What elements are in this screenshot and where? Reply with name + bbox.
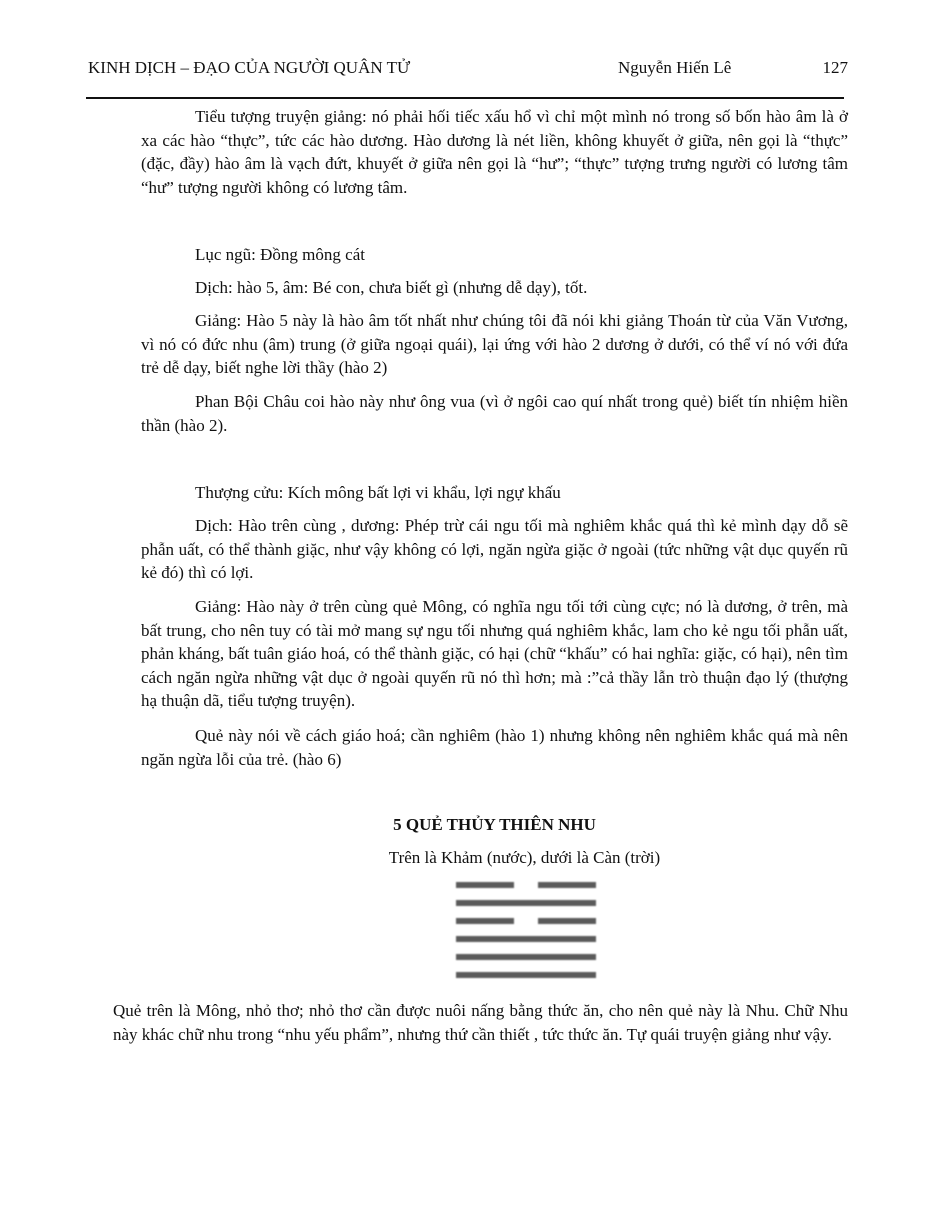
book-title: KINH DỊCH – ĐẠO CỦA NGƯỜI QUÂN TỬ bbox=[88, 58, 411, 77]
paragraph-que-tren-la-mong: Quẻ trên là Mông, nhỏ thơ; nhỏ thơ cần được nuôi nấng bằng thức ăn, cho nên quẻ này là Nhu. Chữ Nhu này khác chữ nhu trong “nhu yếu phẩm”, nhưng thứ cần thiết , tức thức ăn. Tự quái truyện giảng như vậy. bbox=[113, 1001, 848, 1044]
hexagram-line-broken bbox=[456, 918, 596, 924]
line-heading-thuong-cuu: Thượng cửu: Kích mông bất lợi vi khẩu, lợi ngự khấu bbox=[195, 483, 561, 502]
paragraph-dich-hao-5: Dịch: hào 5, âm: Bé con, chưa biết gì (nhưng dễ dạy), tốt. bbox=[195, 278, 588, 297]
hexagram-line-solid bbox=[456, 936, 596, 942]
running-header bbox=[88, 58, 848, 82]
hexagram-figure bbox=[456, 880, 596, 988]
section-title: 5 QUẺ THỦY THIÊN NHU bbox=[393, 815, 596, 834]
paragraph-que-nay: Quẻ này nói về cách giáo hoá; cần nghiêm (hào 1) nhưng không nên nghiêm khắc quá mà nên ngăn ngừa lỗi của trẻ. (hào 6) bbox=[141, 726, 848, 769]
hexagram-line-solid bbox=[456, 900, 596, 906]
hexagram-line-solid bbox=[456, 972, 596, 978]
section-subtitle: Trên là Khảm (nước), dưới là Càn (trời) bbox=[388, 848, 661, 867]
paragraph-phan-boi-chau: Phan Bội Châu coi hào này như ông vua (vì ở ngôi cao quí nhất trong quẻ) biết tín nhiệm hiền thần (hào 2). bbox=[141, 392, 848, 435]
paragraph-giang-hao-5: Giảng: Hào 5 này là hào âm tốt nhất như chúng tôi đã nói khi giảng Thoán từ của Văn Vương, vì nó có đức nhu (âm) trung (ở giữa ngoại quái), lại ứng với hào 2 dương ở dưới, có thể ví nó với đứa trẻ dễ dạy, biết nghe lời thầy (hào 2) bbox=[141, 311, 848, 377]
hexagram-line-broken bbox=[456, 882, 596, 888]
paragraph-dich-hao-tren: Dịch: Hào trên cùng , dương: Phép trừ cái ngu tối mà nghiêm khắc quá thì kẻ mình dạy dỗ sẽ phẫn uất, có thể thành giặc, như vậy không có lợi, ngăn ngừa giặc ở ngoài (tức những vật dục quyến rũ kẻ đó) thì có lợi. bbox=[141, 516, 848, 582]
paragraph-giang-hao-tren: Giảng: Hào này ở trên cùng quẻ Mông, có nghĩa ngu tối tới cùng cực; nó là dương, ở trên, mà bất trung, cho nên tuy có tài mở mang sự ngu tối nhưng quá nghiêm khắc, lam cho kẻ ngu tối phẫn uất, phản kháng, bất tuân giáo hoá, có thể thành giặc, có hại (chữ “khấu” có hai nghĩa: giặc, có hại), nên tìm cách ngăn ngừa những vật dục ở ngoài quyến rũ nó thì hơn; mà :”cả thầy lẫn trò thuận đạo lý (thượng hạ thuận dã, tiểu tượng truyện). bbox=[141, 597, 848, 710]
page-number: 127 bbox=[822, 58, 848, 77]
author-name: Nguyễn Hiến Lê bbox=[618, 58, 732, 77]
line-heading-luc-ngu: Lục ngũ: Đồng mông cát bbox=[195, 245, 365, 264]
header-divider bbox=[86, 97, 844, 99]
hexagram-line-solid bbox=[456, 954, 596, 960]
paragraph-tieu-tuong: Tiểu tượng truyện giảng: nó phải hối tiếc xấu hổ vì chỉ một mình nó trong số bốn hào âm là ở xa các hào “thực”, tức các hào dương. Hào dương là nét liền, không khuyết ở giữa, nên gọi là “thực” (đặc, đầy) hào âm là vạch đứt, khuyết ở giữa nên gọi là “hư”; “thực” tượng trưng người có lương tâm “hư” tượng người không có lương tâm. bbox=[141, 107, 848, 197]
